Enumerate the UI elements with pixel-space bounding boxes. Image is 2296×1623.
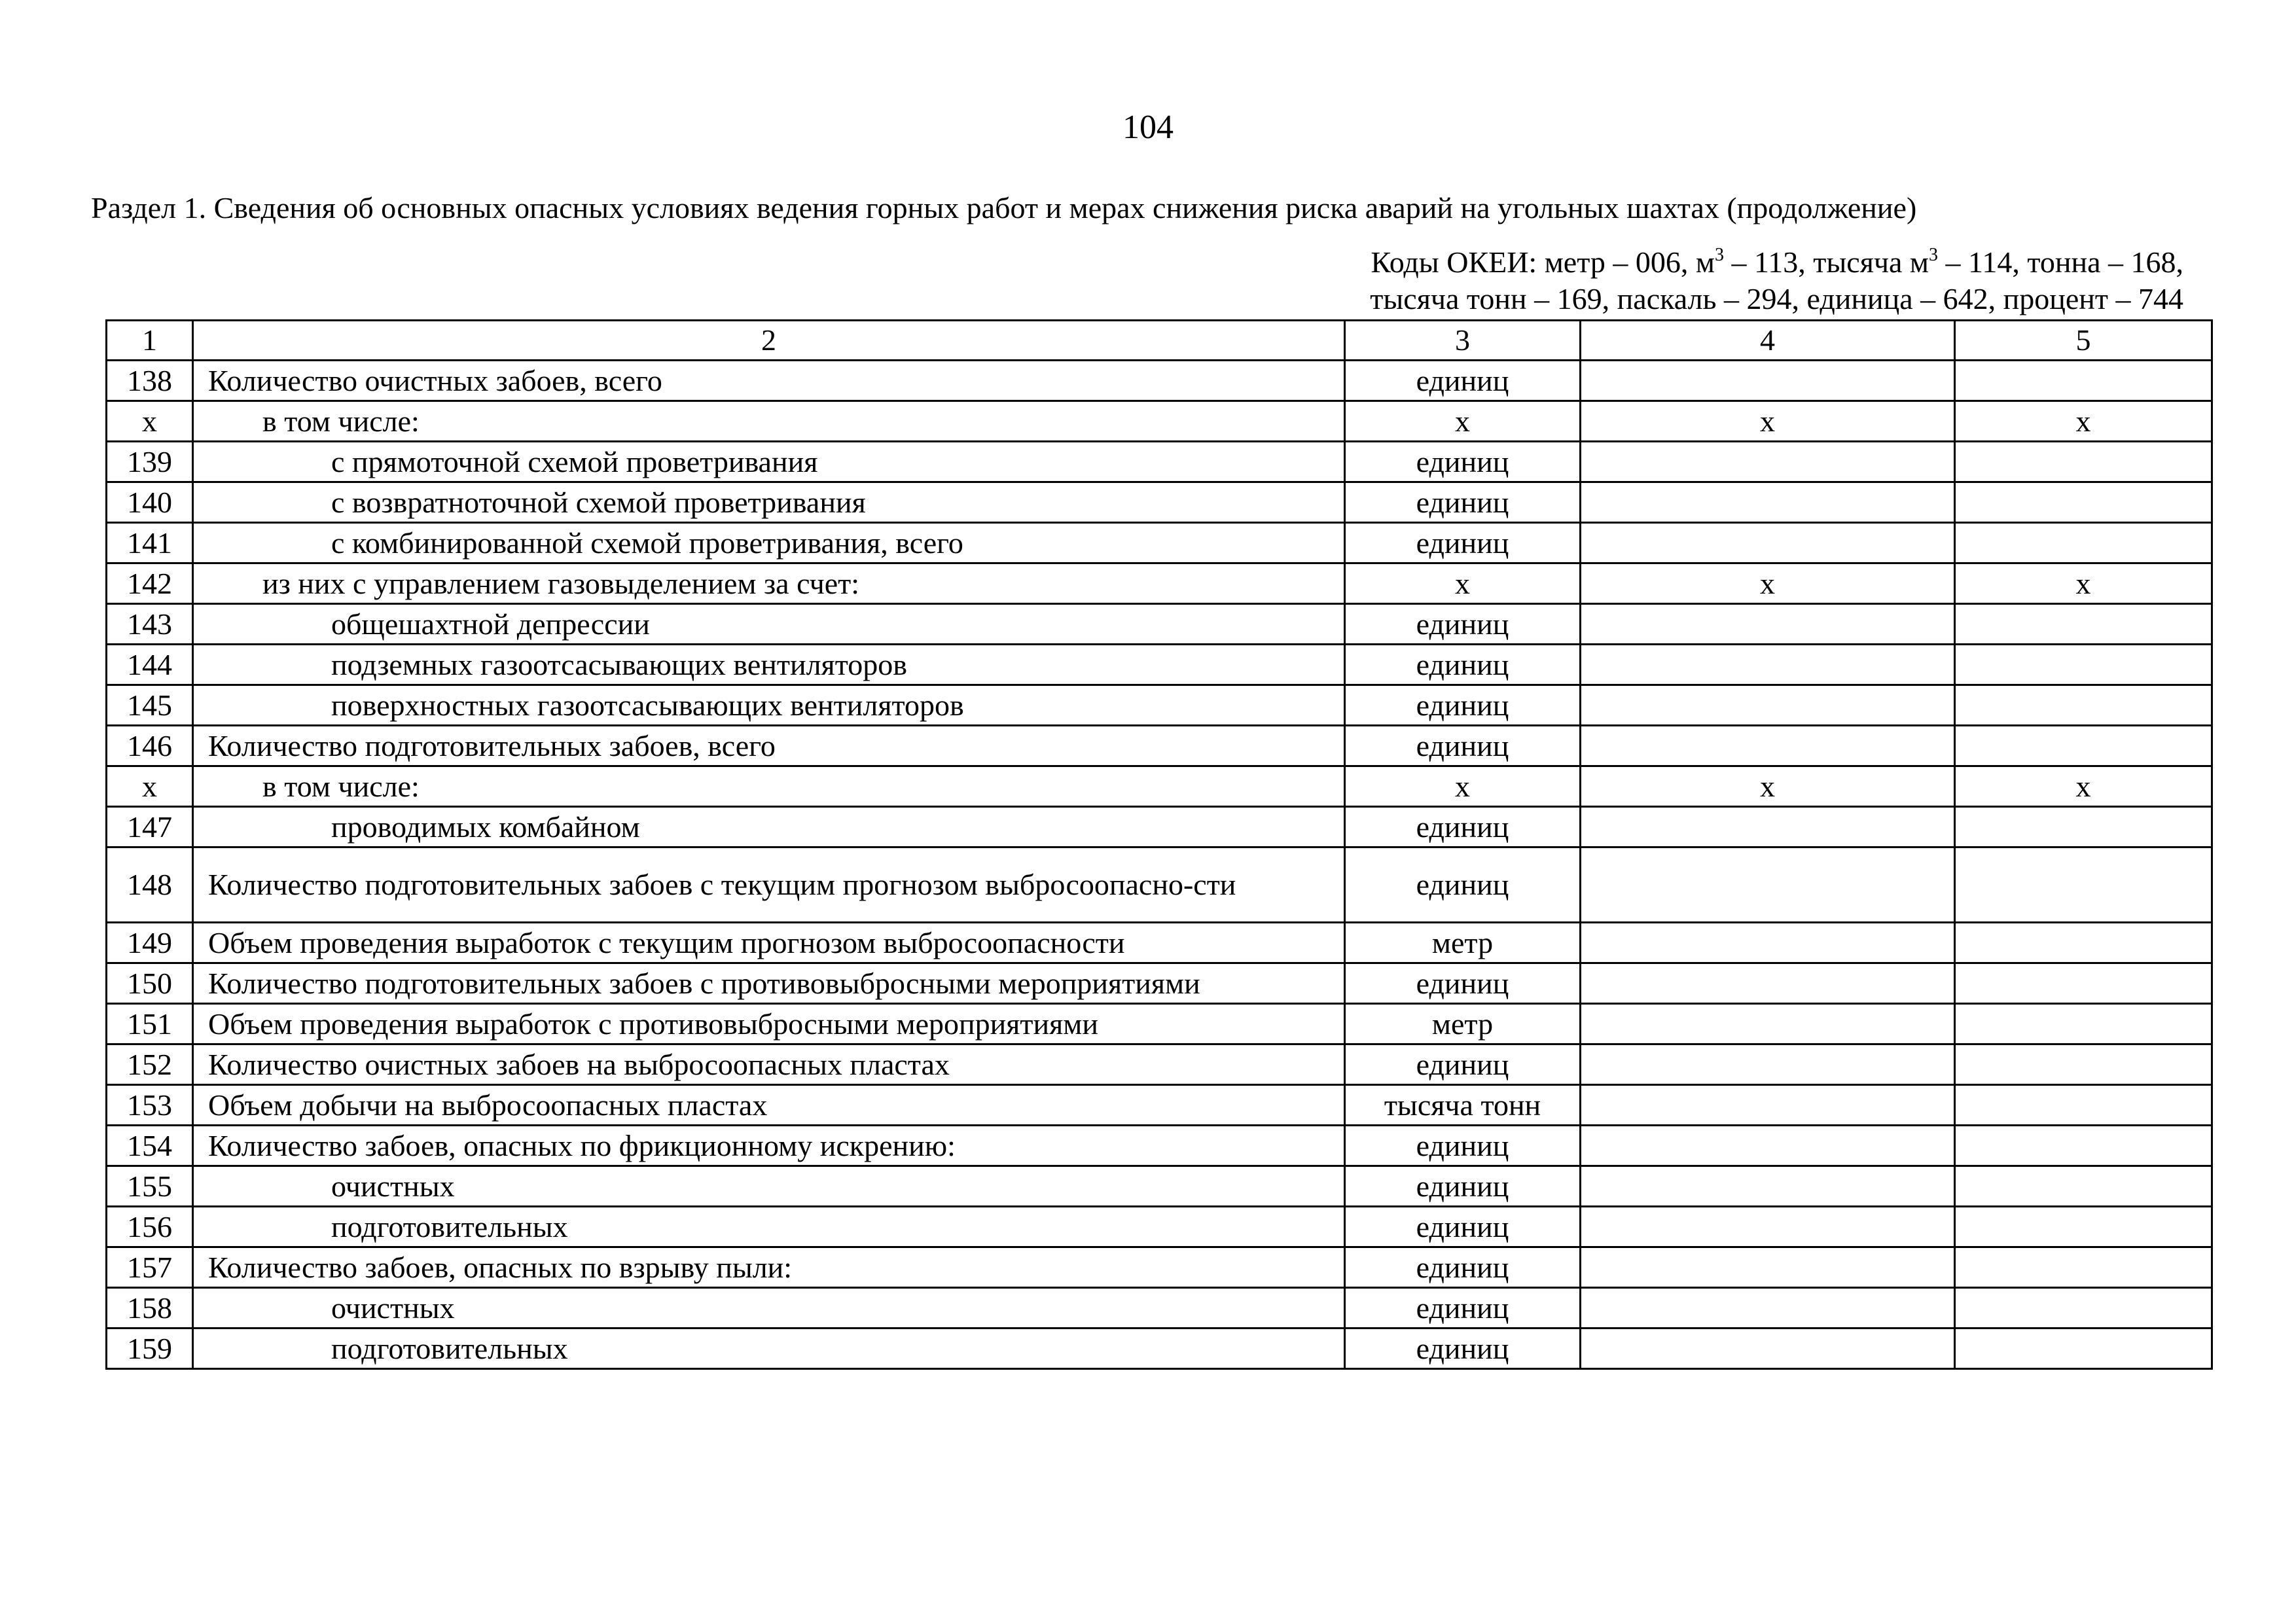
row-unit-cell: единиц (1345, 442, 1581, 482)
row-value-cell-5[interactable] (1955, 685, 2212, 726)
table-row (107, 442, 2212, 482)
row-name-cell: Количество забоев, опасных по взрыву пыли: (193, 1247, 1345, 1288)
row-unit-cell: метр (1345, 923, 1581, 963)
table-row (107, 361, 2212, 401)
row-value-cell-4[interactable] (1581, 1085, 1955, 1126)
table-row (107, 1329, 2212, 1369)
row-value-cell-4[interactable] (1581, 847, 1955, 923)
row-value-cell-4[interactable] (1581, 523, 1955, 563)
row-value-cell-4: х (1581, 766, 1955, 807)
row-unit-cell: единиц (1345, 482, 1581, 523)
row-unit-cell: тысяча тонн (1345, 1085, 1581, 1126)
table-row (107, 1004, 2212, 1044)
header-cell-2: 2 (193, 321, 1345, 361)
okei-sup-2: 3 (1929, 244, 1939, 265)
row-name-cell: подготовительных (193, 1207, 1345, 1247)
row-number-cell: 149 (107, 923, 193, 963)
row-value-cell-5[interactable] (1955, 645, 2212, 685)
row-number-cell: 143 (107, 604, 193, 645)
row-value-cell-4[interactable] (1581, 1247, 1955, 1288)
row-number-cell: 144 (107, 645, 193, 685)
row-value-cell-5: х (1955, 766, 2212, 807)
row-value-cell-4[interactable] (1581, 604, 1955, 645)
row-unit-cell: единиц (1345, 1288, 1581, 1329)
table-row (107, 482, 2212, 523)
row-number-cell: 159 (107, 1329, 193, 1369)
row-value-cell-5[interactable] (1955, 1004, 2212, 1044)
table-header-row (107, 321, 2212, 361)
row-value-cell-5[interactable] (1955, 726, 2212, 766)
row-unit-cell: единиц (1345, 1329, 1581, 1369)
row-number-cell: 146 (107, 726, 193, 766)
row-value-cell-5: х (1955, 563, 2212, 604)
row-number-cell: 151 (107, 1004, 193, 1044)
row-name-cell: с прямоточной схемой проветривания (193, 442, 1345, 482)
row-value-cell-5[interactable] (1955, 604, 2212, 645)
row-unit-cell: единиц (1345, 1166, 1581, 1207)
row-unit-cell: единиц (1345, 1207, 1581, 1247)
row-unit-cell: единиц (1345, 645, 1581, 685)
row-unit-cell: единиц (1345, 523, 1581, 563)
header-cell-3: 3 (1345, 321, 1581, 361)
okei-line-1-mid: – 113, тысяча м (1724, 245, 1929, 279)
row-name-cell: с комбинированной схемой проветривания, всего (193, 523, 1345, 563)
row-name-cell: подземных газоотсасывающих вентиляторов (193, 645, 1345, 685)
row-value-cell-4[interactable] (1581, 726, 1955, 766)
table-row (107, 1207, 2212, 1247)
row-name-cell: проводимых комбайном (193, 807, 1345, 847)
row-number-cell: 155 (107, 1166, 193, 1207)
row-unit-cell: единиц (1345, 604, 1581, 645)
okei-line-1-prefix: Коды ОКЕИ: метр – 006, м (1371, 245, 1715, 279)
row-unit-cell: единиц (1345, 361, 1581, 401)
row-value-cell-5[interactable] (1955, 482, 2212, 523)
row-unit-cell: единиц (1345, 1126, 1581, 1166)
row-value-cell-4[interactable] (1581, 923, 1955, 963)
row-value-cell-5: х (1955, 401, 2212, 442)
okei-line-1 (1370, 244, 2183, 281)
page-number: 104 (1122, 109, 1174, 146)
row-value-cell-4[interactable] (1581, 1004, 1955, 1044)
row-value-cell-4[interactable] (1581, 645, 1955, 685)
row-value-cell-5[interactable] (1955, 1329, 2212, 1369)
row-unit-cell: единиц (1345, 847, 1581, 923)
okei-codes (1370, 244, 2183, 317)
row-value-cell-5[interactable] (1955, 1166, 2212, 1207)
row-name-cell: очистных (193, 1288, 1345, 1329)
row-value-cell-5[interactable] (1955, 807, 2212, 847)
row-value-cell-5[interactable] (1955, 361, 2212, 401)
row-name-cell: Количество подготовительных забоев с текущим прогнозом выбросоопасно-сти (193, 847, 1345, 923)
row-number-cell: х (107, 766, 193, 807)
table-row (107, 685, 2212, 726)
header-cell-4: 4 (1581, 321, 1955, 361)
row-value-cell-5[interactable] (1955, 923, 2212, 963)
row-name-cell: общешахтной депрессии (193, 604, 1345, 645)
row-name-cell: Объем проведения выработок с противовыбросными мероприятиями (193, 1004, 1345, 1044)
row-number-cell: 154 (107, 1126, 193, 1166)
row-name-cell: Количество подготовительных забоев с противовыбросными мероприятиями (193, 963, 1345, 1004)
row-value-cell-4[interactable] (1581, 963, 1955, 1004)
row-value-cell-4[interactable] (1581, 1126, 1955, 1166)
row-value-cell-5[interactable] (1955, 1207, 2212, 1247)
row-name-cell: очистных (193, 1166, 1345, 1207)
row-number-cell: 148 (107, 847, 193, 923)
table-row (107, 923, 2212, 963)
row-name-cell: подготовительных (193, 1329, 1345, 1369)
row-value-cell-4[interactable] (1581, 1288, 1955, 1329)
row-number-cell: 139 (107, 442, 193, 482)
row-name-cell: Количество подготовительных забоев, всего (193, 726, 1345, 766)
row-number-cell: 141 (107, 523, 193, 563)
form-table (105, 319, 2213, 1370)
table-row (107, 1247, 2212, 1288)
table-row (107, 1166, 2212, 1207)
row-value-cell-4[interactable] (1581, 442, 1955, 482)
row-name-cell: поверхностных газоотсасывающих вентиляторов (193, 685, 1345, 726)
header-cell-5: 5 (1955, 321, 2212, 361)
row-value-cell-5[interactable] (1955, 442, 2212, 482)
okei-sup-1: 3 (1715, 244, 1724, 265)
row-value-cell-5[interactable] (1955, 1126, 2212, 1166)
table-row (107, 1044, 2212, 1085)
row-value-cell-4[interactable] (1581, 482, 1955, 523)
row-unit-cell: х (1345, 401, 1581, 442)
table-row (107, 1126, 2212, 1166)
row-unit-cell: единиц (1345, 1044, 1581, 1085)
header-cell-1: 1 (107, 321, 193, 361)
row-value-cell-5[interactable] (1955, 1085, 2212, 1126)
row-unit-cell: х (1345, 766, 1581, 807)
table-row (107, 523, 2212, 563)
row-number-cell: х (107, 401, 193, 442)
okei-line-2: тысяча тонн – 169, паскаль – 294, единица – 642, процент – 744 (1370, 282, 2183, 315)
table-row (107, 807, 2212, 847)
row-value-cell-5[interactable] (1955, 1044, 2212, 1085)
row-number-cell: 157 (107, 1247, 193, 1288)
row-value-cell-5[interactable] (1955, 1288, 2212, 1329)
row-number-cell: 150 (107, 963, 193, 1004)
row-number-cell: 142 (107, 563, 193, 604)
row-name-cell: Объем добычи на выбросоопасных пластах (193, 1085, 1345, 1126)
row-name-cell: Объем проведения выработок с текущим прогнозом выбросоопасности (193, 923, 1345, 963)
row-name-cell: в том числе: (193, 401, 1345, 442)
row-value-cell-5[interactable] (1955, 1247, 2212, 1288)
table-row (107, 1085, 2212, 1126)
row-value-cell-4: х (1581, 563, 1955, 604)
row-unit-cell: х (1345, 563, 1581, 604)
row-unit-cell: единиц (1345, 1247, 1581, 1288)
row-number-cell: 158 (107, 1288, 193, 1329)
table-row (107, 1288, 2212, 1329)
table-row (107, 726, 2212, 766)
row-name-cell: из них с управлением газовыделением за счет: (193, 563, 1345, 604)
row-unit-cell: метр (1345, 1004, 1581, 1044)
row-unit-cell: единиц (1345, 685, 1581, 726)
table-row (107, 563, 2212, 604)
row-value-cell-4[interactable] (1581, 1207, 1955, 1247)
row-number-cell: 153 (107, 1085, 193, 1126)
table-row (107, 645, 2212, 685)
section-title: Раздел 1. Сведения об основных опасных условиях ведения горных работ и мерах снижения риска аварий на угольных шахтах (продолжение) (91, 191, 1917, 224)
row-value-cell-4[interactable] (1581, 1166, 1955, 1207)
row-unit-cell: единиц (1345, 963, 1581, 1004)
row-unit-cell: единиц (1345, 807, 1581, 847)
row-name-cell: с возвратноточной схемой проветривания (193, 482, 1345, 523)
row-value-cell-4[interactable] (1581, 807, 1955, 847)
row-number-cell: 147 (107, 807, 193, 847)
row-number-cell: 152 (107, 1044, 193, 1085)
table-row (107, 766, 2212, 807)
row-unit-cell: единиц (1345, 726, 1581, 766)
table-row (107, 401, 2212, 442)
row-number-cell: 138 (107, 361, 193, 401)
row-value-cell-4: х (1581, 401, 1955, 442)
row-value-cell-5[interactable] (1955, 523, 2212, 563)
row-value-cell-4[interactable] (1581, 1329, 1955, 1369)
row-value-cell-5[interactable] (1955, 963, 2212, 1004)
row-number-cell: 145 (107, 685, 193, 726)
row-name-cell: Количество очистных забоев на выбросоопасных пластах (193, 1044, 1345, 1085)
table-row (107, 604, 2212, 645)
row-value-cell-4[interactable] (1581, 1044, 1955, 1085)
row-name-cell: Количество очистных забоев, всего (193, 361, 1345, 401)
row-name-cell: Количество забоев, опасных по фрикционному искрению: (193, 1126, 1345, 1166)
row-value-cell-5[interactable] (1955, 847, 2212, 923)
row-number-cell: 156 (107, 1207, 193, 1247)
row-number-cell: 140 (107, 482, 193, 523)
table-row (107, 847, 2212, 923)
table-row (107, 963, 2212, 1004)
row-value-cell-4[interactable] (1581, 361, 1955, 401)
row-value-cell-4[interactable] (1581, 685, 1955, 726)
row-name-cell: в том числе: (193, 766, 1345, 807)
okei-line-1-suffix: – 114, тонна – 168, (1938, 245, 2183, 279)
